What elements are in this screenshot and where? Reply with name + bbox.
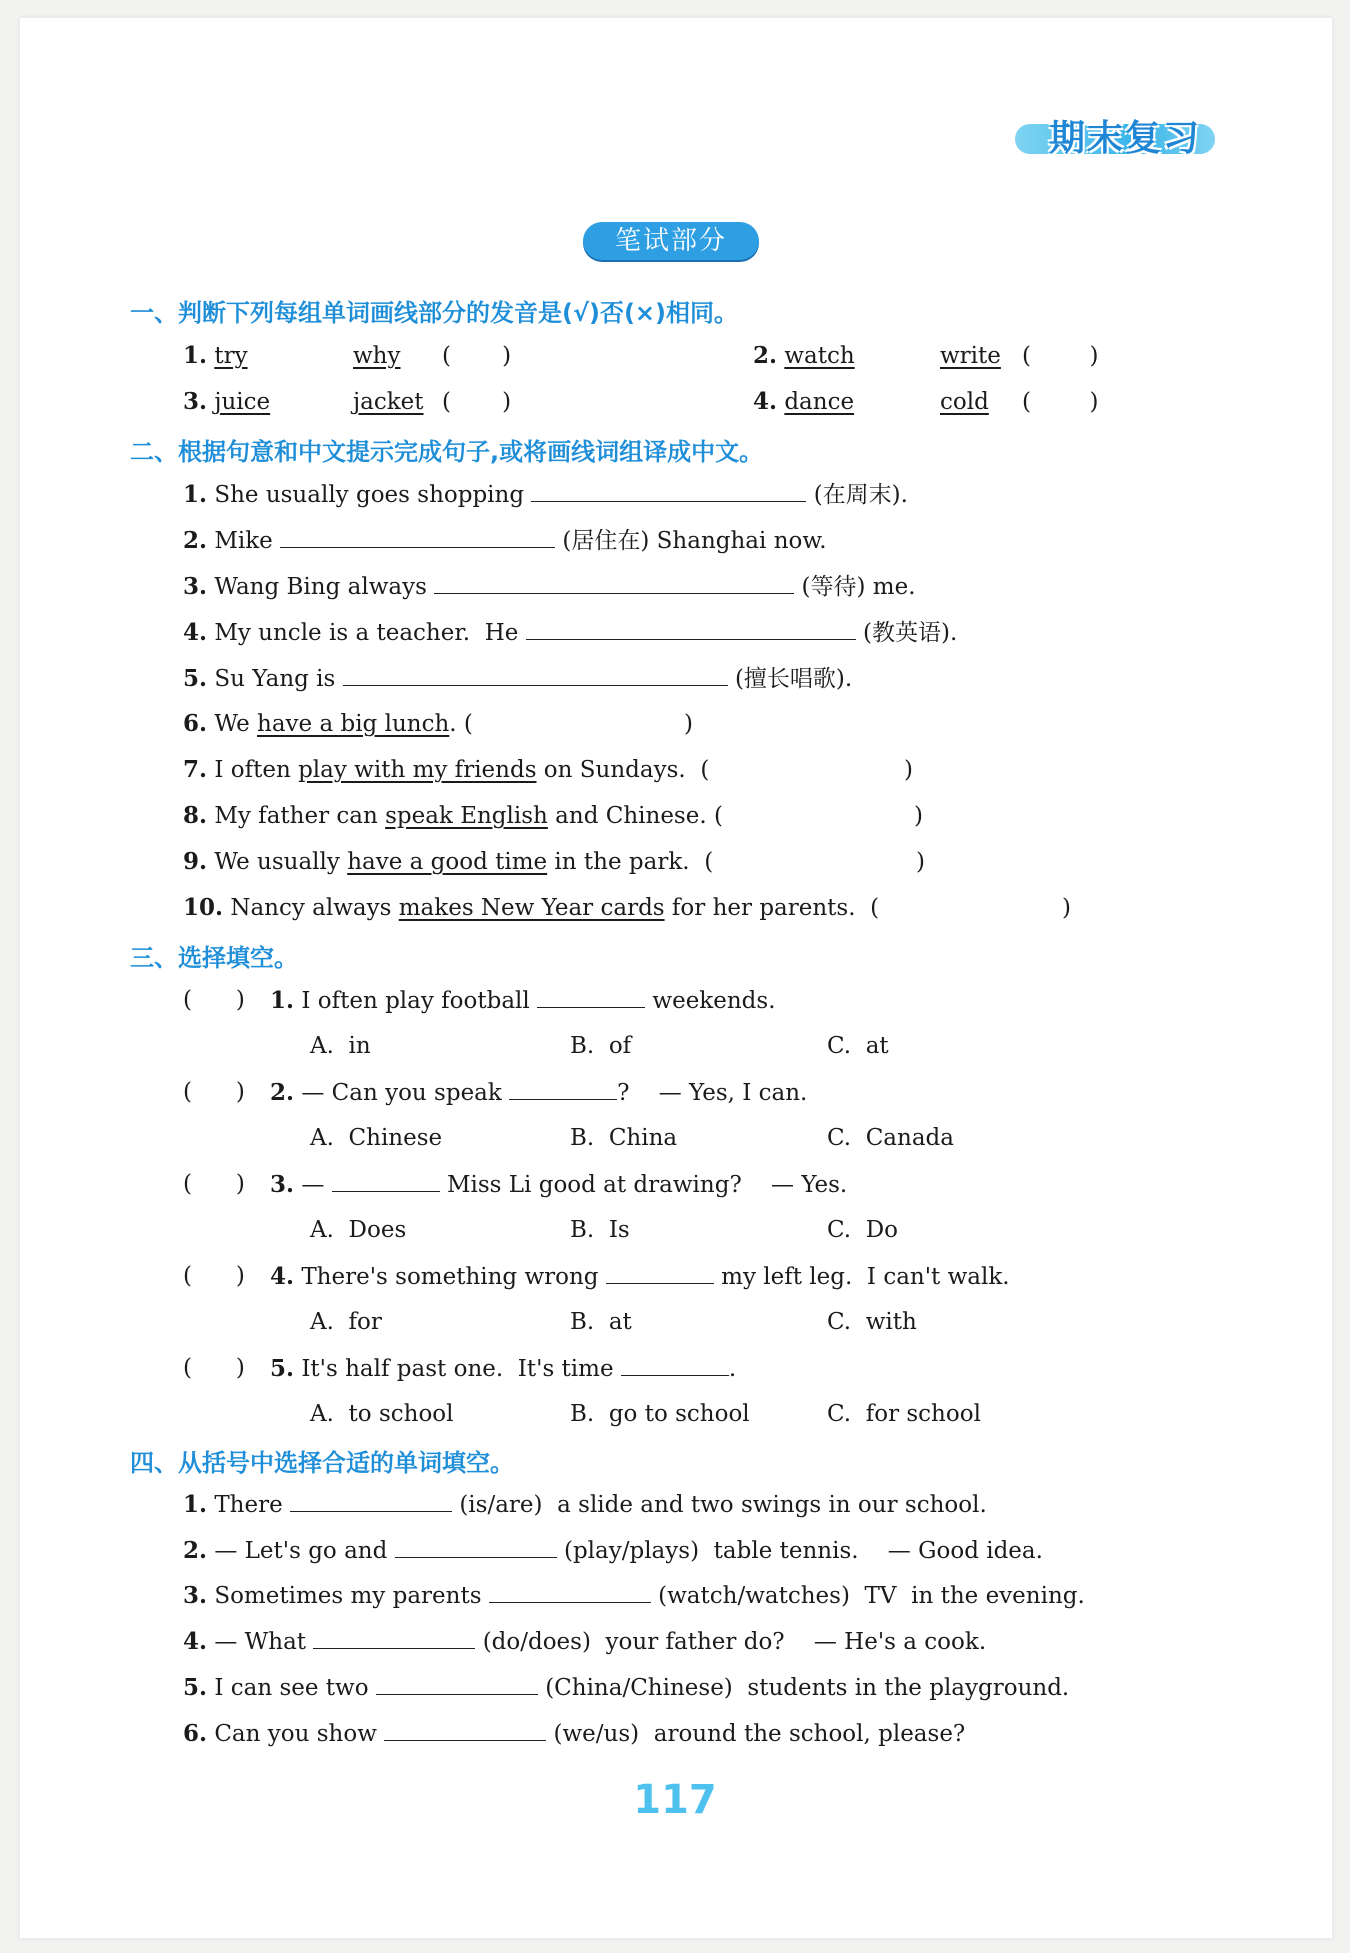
sentence-start: — What xyxy=(214,1629,307,1655)
sentence-end: (play/plays) table tennis. — Good idea. xyxy=(563,1538,1043,1564)
sentence-end: on Sundays. ( xyxy=(536,757,710,783)
answer-blank[interactable] xyxy=(489,1580,651,1603)
question-start: — Can you speak xyxy=(301,1080,502,1106)
sentence-end: (在周末). xyxy=(813,482,908,508)
underlined-phrase: have a big lunch xyxy=(257,711,450,737)
item-number: 1. xyxy=(183,342,208,369)
answer-paren[interactable]: ( ) xyxy=(1022,389,1099,415)
answer-blank[interactable] xyxy=(531,479,806,502)
sentence-end: (is/are) a slide and two swings in our school. xyxy=(459,1492,987,1518)
sentence-start: Nancy always xyxy=(230,895,399,921)
word-1: watch xyxy=(784,343,855,369)
answer-blank[interactable] xyxy=(343,663,728,686)
sentence-end: . ( xyxy=(449,711,473,737)
option-a[interactable]: A. Chinese xyxy=(310,1125,443,1151)
option-c[interactable]: C. with xyxy=(827,1309,917,1335)
sentence-start: I can see two xyxy=(214,1675,369,1701)
answer-blank[interactable] xyxy=(376,1672,538,1695)
sentence-start: Can you show xyxy=(214,1721,377,1747)
answer-blank[interactable] xyxy=(280,525,555,548)
sentence-start: My uncle is a teacher. He xyxy=(214,620,519,646)
item-number: 4. xyxy=(270,1263,295,1290)
p2-item-9 xyxy=(183,847,713,877)
item-number: 5. xyxy=(183,1674,208,1701)
answer-blank[interactable] xyxy=(313,1626,475,1649)
answer-blank[interactable] xyxy=(606,1261,714,1284)
sentence-start: I often xyxy=(214,757,299,783)
p4-item-4 xyxy=(183,1626,986,1657)
answer-paren[interactable]: ( ) xyxy=(183,1263,245,1289)
p3-item-1 xyxy=(270,985,776,1016)
item-number: 2. xyxy=(183,1537,208,1564)
sentence-end: (教英语). xyxy=(863,620,958,646)
p2-item-8 xyxy=(183,801,723,831)
p2-item-2 xyxy=(183,525,827,556)
question-start: I often play football xyxy=(301,988,530,1014)
answer-blank[interactable] xyxy=(509,1077,617,1100)
closing-paren: ) xyxy=(916,849,925,875)
word-2: jacket xyxy=(353,389,424,415)
p3-item-3 xyxy=(270,1169,847,1200)
section-title: 笔试部分 xyxy=(583,222,759,260)
answer-paren[interactable]: ( ) xyxy=(183,1171,245,1197)
sentence-start: My father can xyxy=(214,803,386,829)
underlined-phrase: play with my friends xyxy=(298,757,537,783)
p1-item-3 xyxy=(183,387,270,417)
closing-paren: ) xyxy=(1062,895,1071,921)
item-number: 6. xyxy=(183,1720,208,1747)
item-number: 3. xyxy=(183,573,208,600)
sentence-end: (等待) me. xyxy=(801,574,916,600)
answer-blank[interactable] xyxy=(621,1353,729,1376)
sentence-start: Mike xyxy=(214,528,273,554)
answer-blank[interactable] xyxy=(384,1718,546,1741)
p1-item-4 xyxy=(753,387,854,417)
question-end: ? — Yes, I can. xyxy=(617,1080,808,1106)
option-a[interactable]: A. for xyxy=(310,1309,382,1335)
item-number: 1. xyxy=(270,987,295,1014)
sentence-start: — Let's go and xyxy=(214,1538,388,1564)
sentence-end: (do/does) your father do? — He's a cook. xyxy=(482,1629,987,1655)
option-c[interactable]: C. at xyxy=(827,1033,889,1059)
badge-title: 期末复习 xyxy=(1048,118,1201,159)
question-end: Miss Li good at drawing? — Yes. xyxy=(446,1172,848,1198)
p2-item-4 xyxy=(183,617,957,648)
sentence-end: (watch/watches) TV in the evening. xyxy=(658,1583,1085,1609)
p3-item-2 xyxy=(270,1077,807,1108)
item-number: 8. xyxy=(183,802,208,829)
p3-item-5 xyxy=(270,1353,736,1384)
item-number: 3. xyxy=(183,388,208,415)
underlined-phrase: have a good time xyxy=(347,849,548,875)
word-1: juice xyxy=(214,389,271,415)
question-start: It's half past one. It's time xyxy=(301,1356,614,1382)
item-number: 5. xyxy=(183,665,208,692)
sentence-start: We xyxy=(214,711,258,737)
question-end: my left leg. I can't walk. xyxy=(721,1264,1010,1290)
option-a[interactable]: A. in xyxy=(310,1033,371,1059)
part2-heading: 二、根据句意和中文提示完成句子,或将画线词组译成中文。 xyxy=(130,438,764,466)
option-a[interactable]: A. to school xyxy=(310,1401,454,1427)
answer-paren[interactable]: ( ) xyxy=(442,343,512,369)
item-number: 1. xyxy=(183,481,208,508)
sentence-end: (擅长唱歌). xyxy=(734,666,853,692)
item-number: 1. xyxy=(183,1491,208,1518)
answer-blank[interactable] xyxy=(537,985,645,1008)
page-number: 117 xyxy=(633,1777,717,1823)
word-1: try xyxy=(214,343,248,369)
p2-item-6 xyxy=(183,709,473,739)
p1-item-1 xyxy=(183,341,248,371)
p2-item-1 xyxy=(183,479,908,510)
answer-paren[interactable]: ( ) xyxy=(442,389,512,415)
sentence-start: Sometimes my parents xyxy=(214,1583,482,1609)
word-2: why xyxy=(353,343,401,369)
review-badge xyxy=(1015,110,1215,158)
answer-blank[interactable] xyxy=(395,1535,557,1558)
answer-paren[interactable]: ( ) xyxy=(183,987,245,1013)
sentence-start: There xyxy=(214,1492,283,1518)
sentence-start: Su Yang is xyxy=(214,666,336,692)
item-number: 2. xyxy=(270,1079,295,1106)
question-start: — xyxy=(301,1172,325,1198)
p1-item-4-word2 xyxy=(940,387,989,417)
answer-paren[interactable]: ( ) xyxy=(183,1355,245,1381)
sentence-end: (居住在) Shanghai now. xyxy=(562,528,827,554)
item-number: 2. xyxy=(183,527,208,554)
sentence-start: Wang Bing always xyxy=(214,574,427,600)
sentence-start: She usually goes shopping xyxy=(214,482,525,508)
item-number: 4. xyxy=(753,388,778,415)
underlined-phrase: makes New Year cards xyxy=(398,895,665,921)
option-b[interactable]: B. Is xyxy=(570,1217,630,1243)
word-2: write xyxy=(940,343,1001,369)
p1-item-1-word2 xyxy=(353,341,401,371)
option-a[interactable]: A. Does xyxy=(310,1217,407,1243)
option-b[interactable]: B. go to school xyxy=(570,1401,750,1427)
sentence-end: for her parents. ( xyxy=(664,895,880,921)
question-end: weekends. xyxy=(652,988,776,1014)
p1-item-2-word2 xyxy=(940,341,1001,371)
underlined-phrase: speak English xyxy=(385,803,548,829)
answer-paren[interactable]: ( ) xyxy=(183,1079,245,1105)
part1-heading: 一、判断下列每组单词画线部分的发音是(√)否(×)相同。 xyxy=(130,299,738,327)
item-number: 4. xyxy=(183,1628,208,1655)
sentence-end: (China/Chinese) students in the playground. xyxy=(545,1675,1070,1701)
p2-item-5 xyxy=(183,663,852,694)
answer-blank[interactable] xyxy=(434,571,794,594)
option-b[interactable]: B. China xyxy=(570,1125,678,1151)
item-number: 4. xyxy=(183,619,208,646)
option-b[interactable]: B. at xyxy=(570,1309,632,1335)
sentence-end: in the park. ( xyxy=(547,849,714,875)
sentence-start: We usually xyxy=(214,849,348,875)
item-number: 3. xyxy=(270,1171,295,1198)
p2-item-3 xyxy=(183,571,916,602)
item-number: 10. xyxy=(183,894,224,921)
closing-paren: ) xyxy=(904,757,913,783)
item-number: 2. xyxy=(753,342,778,369)
closing-paren: ) xyxy=(684,711,693,737)
word-2: cold xyxy=(940,389,989,415)
p1-item-2 xyxy=(753,341,855,371)
sentence-end: (we/us) around the school, please? xyxy=(553,1721,966,1747)
item-number: 3. xyxy=(183,1582,208,1609)
p1-item-3-word2 xyxy=(353,387,424,417)
p4-item-5 xyxy=(183,1672,1069,1703)
p4-item-3 xyxy=(183,1580,1085,1611)
p4-item-1 xyxy=(183,1489,987,1520)
closing-paren: ) xyxy=(914,803,923,829)
part4-heading: 四、从括号中选择合适的单词填空。 xyxy=(130,1449,514,1477)
option-c[interactable]: C. Canada xyxy=(827,1125,954,1151)
part3-heading: 三、选择填空。 xyxy=(130,944,298,972)
p3-item-4 xyxy=(270,1261,1010,1292)
p4-item-2 xyxy=(183,1535,1043,1566)
question-start: There's something wrong xyxy=(301,1264,599,1290)
item-number: 5. xyxy=(270,1355,295,1382)
answer-blank[interactable] xyxy=(332,1169,440,1192)
p4-item-6 xyxy=(183,1718,965,1749)
answer-paren[interactable]: ( ) xyxy=(1022,343,1099,369)
p2-item-10 xyxy=(183,893,879,923)
item-number: 9. xyxy=(183,848,208,875)
option-b[interactable]: B. of xyxy=(570,1033,632,1059)
option-c[interactable]: C. for school xyxy=(827,1401,981,1427)
word-1: dance xyxy=(784,389,855,415)
p2-item-7 xyxy=(183,755,709,785)
answer-blank[interactable] xyxy=(290,1489,452,1512)
question-end: . xyxy=(728,1356,737,1382)
option-c[interactable]: C. Do xyxy=(827,1217,898,1243)
sentence-end: and Chinese. ( xyxy=(547,803,723,829)
answer-blank[interactable] xyxy=(526,617,856,640)
item-number: 7. xyxy=(183,756,208,783)
item-number: 6. xyxy=(183,710,208,737)
